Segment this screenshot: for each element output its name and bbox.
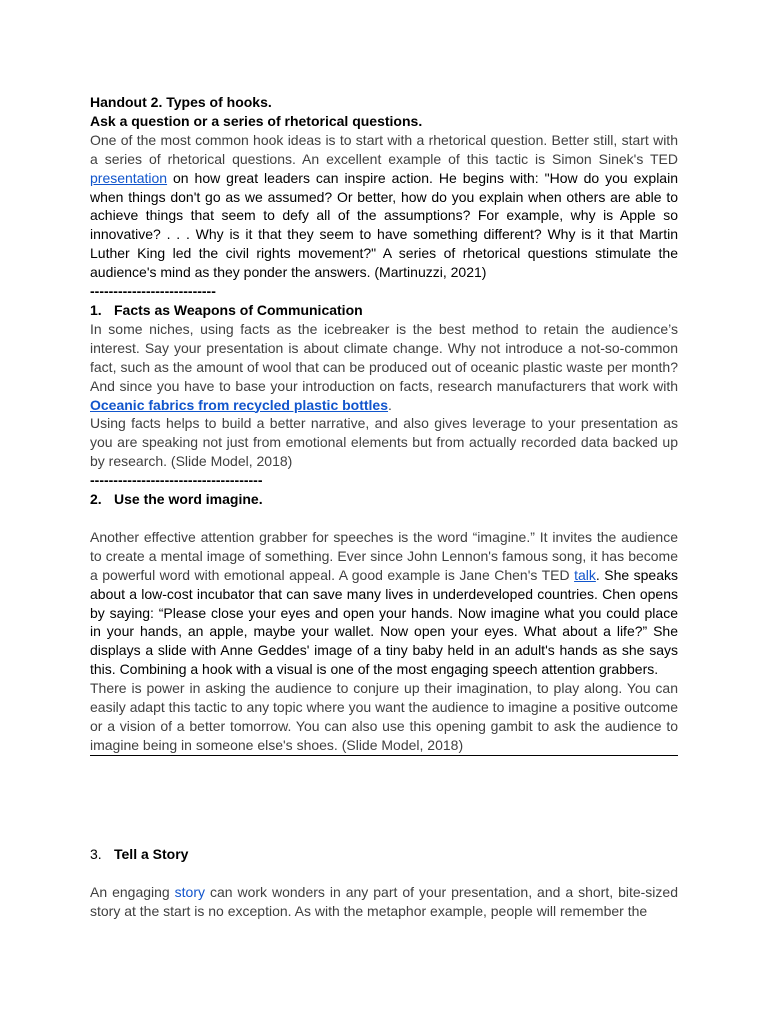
section-1-text: In some niches, using facts as the icebreaker is the best method to retain the audience’s interest. Say your presentation is about climate change. Why not introduce a not-so-common fact, such as the amount of wool that can be produced out of oceanic plastic waste per month? And since you have to base your introduction on facts, research manufacturers that work with <box>90 320 678 394</box>
handout-subtitle: Ask a question or a series of rhetorical questions. <box>90 112 423 129</box>
spacer-3 <box>90 864 678 883</box>
section-3-paragraph <box>90 883 678 921</box>
oceanic-fabrics-link[interactable]: Oceanic fabrics from recycled plastic bottles <box>90 396 389 413</box>
section-1-paragraph-2: Using facts helps to build a better narrative, and also gives leverage to your presentation as you are speaking not just from emotional elements but from actually recorded data backed up by research. (Slide Model, 2018) <box>90 415 678 470</box>
section-3 <box>90 845 678 921</box>
talk-link[interactable]: talk <box>574 566 596 583</box>
section-2-paragraph-2: There is power in asking the audience to conjure up their imagination, to play along. You can easily adapt this tactic to any topic where you want the audience to imagine a positive outcome or a vision of a better tomorrow. You can also use this opening gambit to ask the audience to imagine being in someone else's shoes. (Slide Model, 2018) <box>90 679 678 756</box>
section-2-number: 2. <box>90 491 102 508</box>
section-2-title: Use the word imagine. <box>114 491 263 508</box>
handout-title: Handout 2. Types of hooks. <box>90 94 272 110</box>
section-1-title: Facts as Weapons of Communication <box>114 301 363 318</box>
story-link[interactable]: story <box>174 883 205 900</box>
intro-text-start: One of the most common hook ideas is to start with a rhetorical question. Better still, start with a series of rhetorical questions. An excellent example of this tactic is Simon Sinek's TED <box>90 131 678 167</box>
divider-line: --------------------------- <box>90 283 216 300</box>
section-1-period: . <box>388 396 392 413</box>
section-3-number: 3. <box>90 846 102 862</box>
section-3-text-end: can work wonders in any part of your presentation, and a short, bite-sized story at the start is no exception. As with the metaphor example, people will remember the <box>90 883 678 919</box>
section-2-text-start: Another effective attention grabber for speeches is the word “imagine.” It invites the audience to create a mental image of something. Ever since John Lennon's famous song, it has become a powerful word with emotional appeal. A good example is Jane Chen's TED <box>90 528 678 583</box>
divider-line-2: ------------------------------------- <box>90 472 263 489</box>
section-1-number: 1. <box>90 301 102 318</box>
intro-paragraph <box>90 131 678 282</box>
section-1-heading <box>90 301 678 320</box>
section-1-paragraph <box>90 320 678 415</box>
presentation-link[interactable]: presentation <box>90 169 168 186</box>
section-2-heading <box>90 490 678 509</box>
intro-text-end: on how great leaders can inspire action. He begins with: "How do you explain when things don't go as we assumed? Or better, how do you explain when others are able to achieve things that seem to defy all of the assumptions? For example, why is Apple so innovative? . . . Why is it that they seem to have something different? Why is it that Martin Luther King led the civil rights movement?" A series of rhetorical questions stimulate the audience's mind as they ponder the answers. (Martinuzzi, 2021) <box>90 169 678 281</box>
section-2-paragraph <box>90 528 678 679</box>
handout-page <box>90 93 678 756</box>
section-3-text-start: An engaging <box>90 883 175 900</box>
section-3-heading <box>90 845 678 864</box>
spacer <box>90 509 678 528</box>
section-3-title: Tell a Story <box>114 846 189 862</box>
section-2-text-end: . She speaks about a low-cost incubator that can save many lives in underdeveloped countries. Chen opens by saying: “Please close your eyes and open your hands. Now imagine what you could place in your hands, an apple, maybe your wallet. Now open your eyes. What about a life?” She displays a slide with Anne Geddes' image of a tiny baby held in an adult's hands as she says this. Combining a hook with a visual is one of the most engaging speech attention grabbers. <box>90 566 678 678</box>
